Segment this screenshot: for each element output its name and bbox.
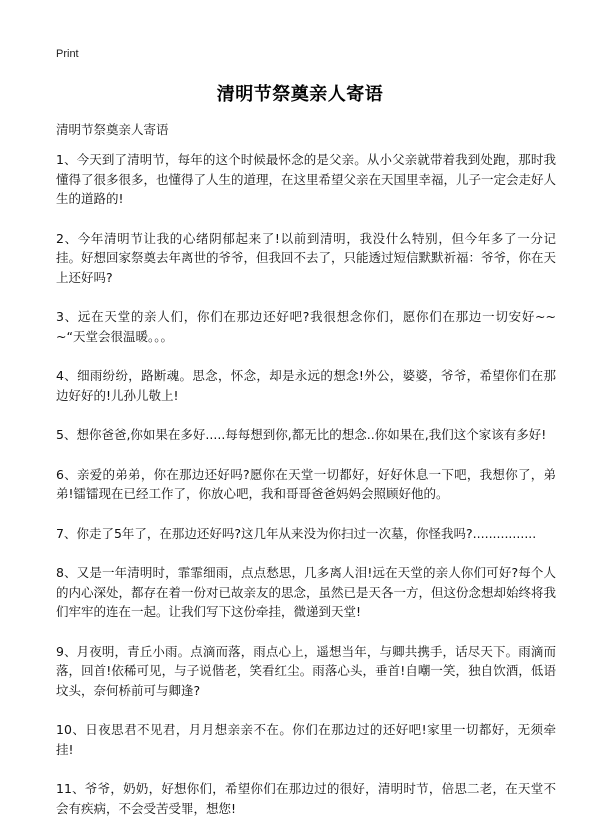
document-title: 清明节祭奠亲人寄语 — [216, 84, 384, 105]
print-link[interactable]: Print — [56, 48, 79, 60]
paragraph: 9、月夜明，青丘小雨。点滴而落，雨点心上，遥想当年，与卿共携手，话尽天下。雨滴而落，回首!依稀可见，与子说偕老，笑看红尘。雨落心头，垂首!自嘲一笑，独自饮酒，低语坟头，奈何桥前可与卿逢? — [56, 643, 556, 698]
paragraph: 2、今年清明节让我的心绪阴郁起来了!以前到清明，我没什么特别，但今年多了一分记挂。好想回家祭奠去年离世的爷爷，但我回不去了，只能透过短信默默祈福：爷爷，你在天上还好吗? — [56, 230, 557, 285]
paragraph: 8、又是一年清明时，霏霏细雨，点点愁思，几多离人泪!远在天堂的亲人你们可好?每个人的内心深处，都存在着一份对已故亲友的思念，虽然已是天各一方，但这份念想却始终将我们牢牢的连在一起。让我们写下这份牵挂，微递到天堂! — [56, 565, 557, 619]
paragraph: 3、远在天堂的亲人们，你们在那边还好吧?我很想念你们，愿你们在那边一切安好~~~“天堂会很温暖。。。 — [56, 309, 556, 344]
paragraph: 6、亲爱的弟弟，你在那边还好吗?愿你在天堂一切都好，好好休息一下吧，我想你了，弟弟!镭镭现在已经工作了，你放心吧，我和哥哥爸爸妈妈会照顾好他的。 — [56, 466, 556, 501]
paragraph: 5、想你爸爸,你如果在多好.....每每想到你,都无比的想念..你如果在,我们这个家该有多好! — [56, 427, 547, 442]
paragraph: 7、你走了5年了，在那边还好吗?这几年从来没为你扫过一次墓，你怪我吗?................ — [56, 525, 537, 541]
paragraph: 10、日夜思君不见君，月月想亲亲不在。你们在那边过的还好吧!家里一切都好，无须牵挂! — [56, 722, 556, 757]
paragraph-list — [56, 150, 556, 838]
paragraph: 1、今天到了清明节，每年的这个时候最怀念的是父亲。从小父亲就带着我到处跑，那时我懂得了很多很多，也懂得了人生的道理，在这里希望父亲在天国里幸福，儿子一定会走好人生的道路的! — [56, 152, 557, 206]
paragraph: 11、爷爷，奶奶，好想你们，希望你们在那边过的很好，清明时节，倍思二老，在天堂不会有疾病，不会受苦受罪，想您! — [56, 781, 556, 816]
document-subtitle: 清明节祭奠亲人寄语 — [56, 122, 169, 137]
paragraph: 4、细雨纷纷，路断魂。思念，怀念，却是永远的想念!外公，婆婆，爷爷，希望你们在那边好好的!儿孙儿敬上! — [56, 368, 556, 403]
